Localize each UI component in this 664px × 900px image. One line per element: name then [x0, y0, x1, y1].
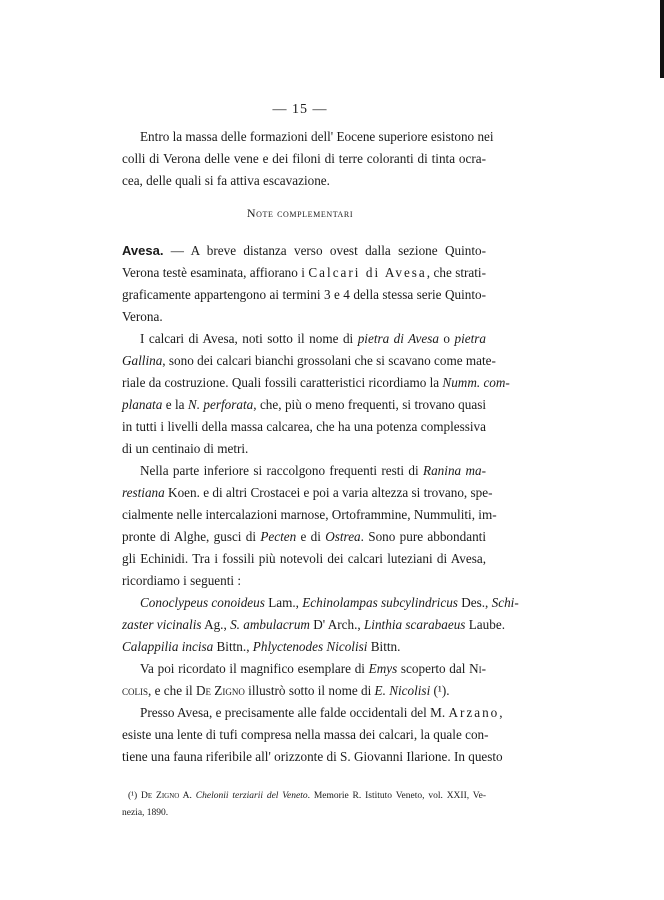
- footnote-line: nezia, 1890.: [122, 808, 169, 818]
- species-line: Conoclypeus conoideus Lam., Echinolampas subcylindricus Des., Schi-: [140, 595, 519, 610]
- paragraph-line: cialmente nelle intercalazioni marnose, Ortoframmine, Nummuliti, im-: [122, 507, 497, 522]
- footnote-mark: (¹): [128, 791, 138, 801]
- paragraph-line: ricordiamo i seguenti :: [122, 573, 242, 588]
- species-line: Calappilia incisa Bittn., Phlyctenodes Nicolisi Bittn.: [122, 639, 401, 654]
- paragraph-line: planata e la N. perforata, che, più o meno frequenti, si trovano quasi: [122, 397, 486, 412]
- page-number: — 15 —: [272, 102, 328, 117]
- footnote-line: (¹) De Zigno A. Chelonii terziarii del Veneto. Memorie R. Istituto Veneto, vol. XXII, Ve-: [128, 791, 486, 801]
- paragraph-line: riale da costruzione. Quali fossili caratteristici ricordiamo la Numm. com-: [122, 375, 510, 390]
- intro-line: colli di Verona delle vene e dei filoni di terre coloranti di tinta ocra-: [122, 151, 486, 166]
- paragraph-line: Gallina, sono dei calcari bianchi grossolani che si scavano come mate-: [122, 353, 496, 368]
- species-line: zaster vicinalis Ag., S. ambulacrum D' Arch., Linthia scarabaeus Laube.: [122, 617, 505, 632]
- intro-line: cea, delle quali si fa attiva escavazione.: [122, 173, 330, 188]
- section-title: Note complementari: [246, 206, 354, 220]
- paragraph-line: pronte di Alghe, gusci di Pecten e di Ostrea. Sono pure abbondanti: [122, 529, 486, 544]
- paragraph-line: esiste una lente di tufi compresa nella massa dei calcari, la quale con-: [122, 727, 489, 742]
- paragraph-line: Verona testè esaminata, affiorano i Calcari di Avesa, che strati-: [122, 265, 486, 280]
- intro-line: Entro la massa delle formazioni dell' Eocene superiore esistono nei: [140, 129, 494, 144]
- paragraph-line: I calcari di Avesa, noti sotto il nome di pietra di Avesa o pietra: [140, 331, 487, 346]
- page-edge-shadow: [660, 0, 664, 78]
- paragraph-line: Verona.: [122, 309, 163, 324]
- paragraph-line: di un centinaio di metri.: [122, 441, 249, 456]
- paragraph-line: Nella parte inferiore si raccolgono frequenti resti di Ranina ma-: [140, 463, 486, 478]
- paragraph-line: Presso Avesa, e precisamente alle falde occidentali del M. Arzano,: [140, 705, 503, 720]
- paragraph-line: colis, e che il De Zigno illustrò sotto il nome di E. Nicolisi (¹).: [122, 683, 450, 698]
- paragraph-line: restiana Koen. e di altri Crostacei e poi a varia altezza si trovano, spe-: [122, 485, 493, 500]
- paragraph-line: tiene una fauna riferibile all' orizzonte di S. Giovanni Ilarione. In questo: [122, 749, 503, 764]
- paragraph-line: Avesa. — A breve distanza verso ovest dalla sezione Quinto-: [122, 243, 486, 258]
- paragraph-line: graficamente appartengono ai termini 3 e 4 della stessa serie Quinto-: [122, 287, 486, 302]
- paragraph-line: in tutti i livelli della massa calcarea, che ha una potenza complessiva: [122, 419, 486, 434]
- heading-word: Avesa.: [122, 243, 164, 258]
- paragraph-line: Va poi ricordato il magnifico esemplare di Emys scoperto dal Ni-: [140, 661, 486, 676]
- paragraph-line: gli Echinidi. Tra i fossili più notevoli dei calcari luteziani di Avesa,: [122, 551, 486, 566]
